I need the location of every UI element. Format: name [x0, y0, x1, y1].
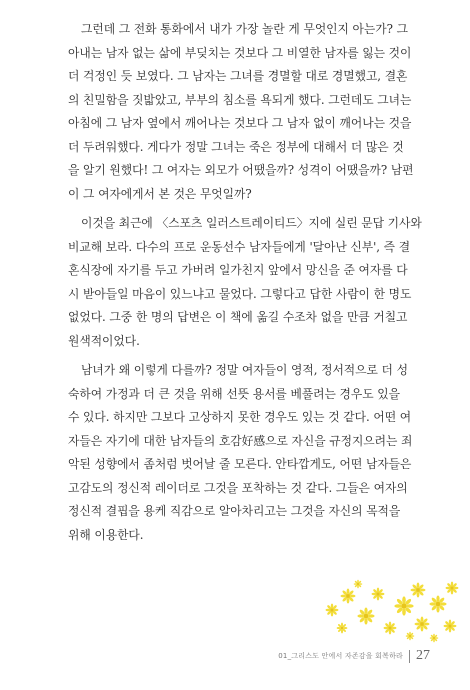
flower-icon: [326, 604, 339, 617]
flower-decoration-icon: [318, 576, 464, 646]
text-line: 없었다. 그중 한 명의 답변은 이 책에 옮길 수조차 없을 만큼 거칠고: [68, 310, 408, 324]
text-line: 더 걱정인 듯 보였다. 그 남자는 그녀를 경멸할 대로 경멸했고, 결혼: [68, 69, 408, 83]
text-line: 더 두려워했다. 게다가 정말 그녀는 죽은 정부에 대해서 더 많은 것: [68, 139, 404, 154]
page-footer: [278, 648, 430, 664]
text-line: 자들은 자기에 대한 남자들의 호감好感으로 자신을 규정지으려는 죄: [68, 433, 413, 448]
flower-icon: [446, 582, 459, 595]
text-line: 숙하여 가정과 더 큰 것을 위해 선뜻 용서를 베풀려는 경우도 있을: [68, 386, 400, 401]
paragraph-3: [68, 359, 430, 547]
text-line: 혼식장에 자기를 두고 가버려 일가친지 앞에서 망신을 준 여자를 다: [68, 263, 408, 277]
text-line: 원색적이었다.: [68, 333, 140, 348]
footer-divider: [409, 650, 410, 663]
text-line: 수 있다. 하지만 그보다 고상하지 못한 경우도 있는 것 같다. 어떤 여: [68, 410, 412, 424]
page-number: 27: [416, 648, 430, 663]
text-line: 위해 이용한다.: [68, 527, 144, 542]
text-line: 이것을 최근에 〈스포츠 일러스트레이티드〉지에 실린 문답 기사와: [81, 216, 422, 230]
flower-icon: [429, 595, 446, 612]
body-text: [68, 18, 430, 547]
flower-icon: [372, 588, 385, 601]
flower-icon: [430, 634, 439, 643]
flower-icon: [411, 583, 426, 598]
text-line: 을 알기 원했다! 그 여자는 외모가 어땠을까? 성격이 어땠을까? 남편: [68, 163, 414, 177]
text-line: 아내는 남자 없는 삶에 부딪치는 것보다 그 비열한 남자를 잃는 것이: [68, 45, 412, 60]
flower-icon: [444, 620, 457, 633]
flower-icon: [415, 617, 430, 632]
text-line: 고감도의 정신적 레이더로 그것을 포착하는 것 같다. 그들은 여자의: [68, 480, 408, 495]
flower-icon: [406, 632, 415, 641]
text-line: 악된 성향에서 좀처럼 벗어날 줄 모른다. 안타깝게도, 어떤 남자들은: [68, 457, 412, 471]
flower-icon: [357, 607, 374, 624]
flower-icon: [337, 623, 348, 634]
text-line: 그런데 그 전화 통화에서 내가 가장 놀란 게 무엇인지 아는가? 그: [81, 22, 408, 36]
text-line: 시 받아들일 마음이 있느냐고 물었다. 그렇다고 답한 사람이 한 명도: [68, 286, 412, 301]
flower-icon: [341, 589, 356, 604]
running-head: 01_그리스도 안에서 자존감을 회복하라: [278, 652, 403, 660]
paragraph-2: [68, 212, 430, 353]
flower-icon: [394, 596, 413, 615]
text-line: 이 그 여자에게서 본 것은 무엇일까?: [68, 186, 252, 201]
text-line: 비교해 보라. 다수의 프로 운동선수 남자들에게 '달아난 신부', 즉 결: [68, 239, 411, 254]
text-line: 아침에 그 남자 옆에서 깨어나는 것보다 그 남자 없이 깨어나는 것을: [68, 116, 412, 130]
paragraph-1: [68, 18, 430, 206]
flower-icon: [354, 580, 363, 589]
flower-icon: [384, 622, 397, 635]
text-line: 의 친밀함을 짓밟았고, 부부의 침소를 욕되게 했다. 그런데도 그녀는: [68, 92, 412, 107]
text-line: 남녀가 왜 이렇게 다를까? 정말 여자들이 영적, 정서적으로 더 성: [81, 363, 408, 377]
text-line: 정신적 결핍을 용케 직감으로 알아차리고는 그것을 자신의 목적을: [68, 504, 401, 518]
